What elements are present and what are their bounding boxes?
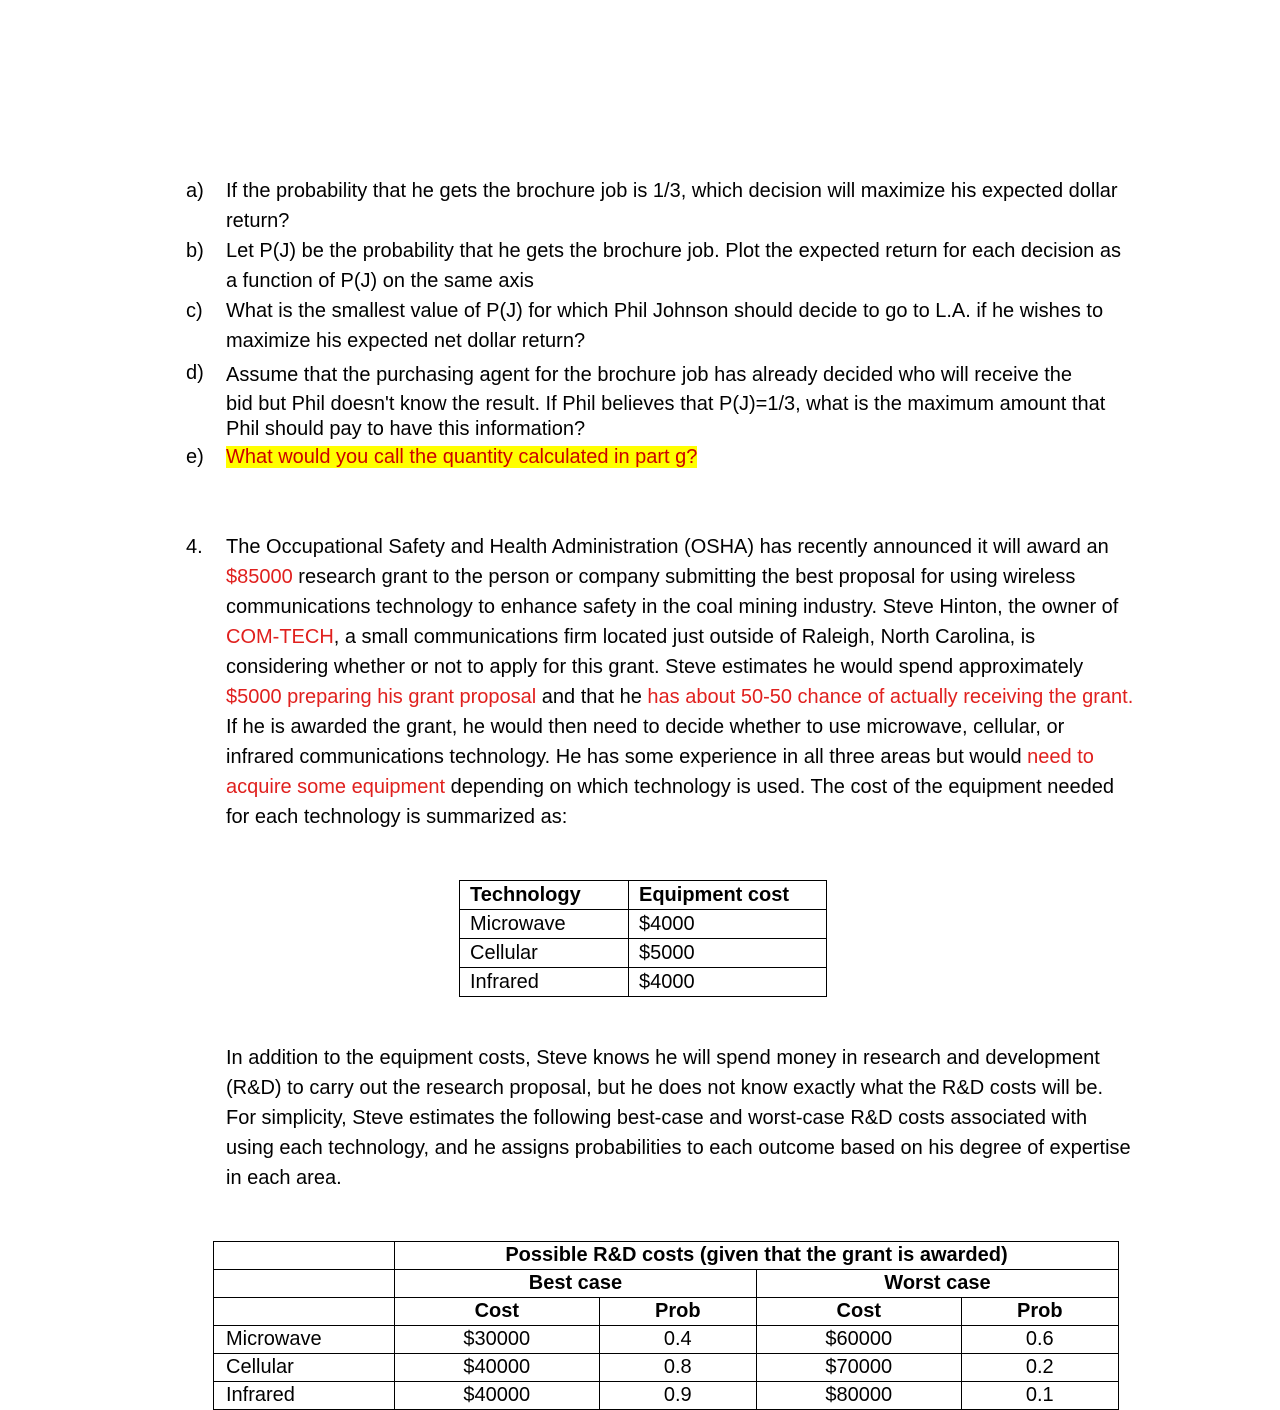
text-segment: depending on which technology is used. The cost of the equipment needed for each technology is summarized as: [226,776,1115,828]
table-cell: $40000 [395,1354,600,1382]
equipment-cost-table [459,880,827,997]
additional-paragraph: In addition to the equipment costs, Steve knows he will spend money in research and development (R&D) to carry out the research proposal, but he does not know exactly what the R&D costs will be. For simplicity, Steve estimates the following best-case and worst-case R&D costs associated with using each technology, and he assigns probabilities to each outcome based on his degree of expertise in each area. [226,1047,1131,1189]
question-text: Let P(J) be the probability that he gets the brochure job. Plot the expected return for each decision as a function of P(J) on the same axis [226,240,1121,292]
table-row [460,939,827,968]
table-cell: Microwave [460,910,629,939]
text-segment: research grant to the person or company submitting the best proposal for using wireless communications technology to enhance safety in the coal mining industry. Steve Hinton, the owner of [226,566,1119,618]
column-header: Prob [599,1298,756,1326]
question-text-line: Assume that the purchasing agent for the brochure job has already decided who will receive the [226,364,1073,386]
best-case-header: Best case [395,1270,757,1298]
question-label: d) [186,362,204,384]
company-name: COM-TECH [226,626,334,648]
table-title: Possible R&D costs (given that the grant is awarded) [395,1242,1119,1270]
text-segment: and that he [536,686,648,708]
text-segment: The Occupational Safety and Health Administration (OSHA) has recently announced it will award an [226,536,1109,558]
table-cell: 0.1 [961,1382,1118,1410]
column-header: Cost [756,1298,961,1326]
case-header-row [214,1270,1119,1298]
question-text: If the probability that he gets the brochure job is 1/3, which decision will maximize his expected dollar return? [226,180,1118,232]
equipment-note: need to acquire some equipment [226,746,1094,798]
table-cell: $70000 [756,1354,961,1382]
table-title-row [214,1242,1119,1270]
grant-amount: $85000 [226,566,293,588]
highlighted-question: What would you call the quantity calculated in part g? [226,446,698,468]
question-a [186,176,1136,236]
table-cell: $4000 [629,910,827,939]
table-cell: $40000 [395,1382,600,1410]
empty-cell [214,1242,395,1270]
question-text [226,358,1136,442]
table-cell: $5000 [629,939,827,968]
problem-4 [186,532,1136,832]
text-segment: , a small communications firm located just outside of Raleigh, North Carolina, is considering whether or not to apply for this grant. Steve estimates he would spend approximately [226,626,1084,678]
table-row [460,968,827,997]
table-cell: Cellular [460,939,629,968]
table-cell: Infrared [460,968,629,997]
table-cell: 0.2 [961,1354,1118,1382]
table-cell: $60000 [756,1326,961,1354]
row-label: Cellular [214,1354,395,1382]
table-cell: 0.6 [961,1326,1118,1354]
table-cell: 0.4 [599,1326,756,1354]
question-label: a) [186,180,204,202]
table-header-row [214,1298,1119,1326]
row-label: Infrared [214,1382,395,1410]
proposal-cost: $5000 preparing his grant proposal [226,686,537,708]
problem-4-paragraph [226,532,1136,832]
table-cell: $4000 [629,968,827,997]
question-e [186,442,1136,472]
question-list [186,176,1136,472]
question-text [226,442,1136,472]
table-header-row [460,881,827,910]
worst-case-header: Worst case [756,1270,1118,1298]
column-header: Prob [961,1298,1118,1326]
question-label: b) [186,240,204,262]
grant-chance: has about 50-50 chance of actually receiving the grant. [647,686,1134,708]
row-label: Microwave [214,1326,395,1354]
question-d [186,358,1136,442]
problem-number: 4. [186,536,203,558]
question-label: c) [186,300,203,322]
rnd-cost-table [213,1241,1119,1410]
table-cell: $30000 [395,1326,600,1354]
question-c [186,296,1136,356]
question-text: What is the smallest value of P(J) for which Phil Johnson should decide to go to L.A. if he wishes to maximize his expected net dollar return? [226,300,1104,352]
question-label: e) [186,446,204,468]
empty-cell [214,1270,395,1298]
column-header: Technology [460,881,629,910]
text-segment: If he is awarded the grant, he would then need to decide whether to use microwave, cellular, or infrared communications technology. He has some experience in all three areas but would [226,716,1065,768]
question-b [186,236,1136,296]
empty-cell [214,1298,395,1326]
table-row [460,910,827,939]
table-row [214,1382,1119,1410]
question-text-rest: bid but Phil doesn't know the result. If Phil believes that P(J)=1/3, what is the maximum amount that Phil should pay to have this information? [226,393,1106,440]
table-cell: $80000 [756,1382,961,1410]
table-cell: 0.8 [599,1354,756,1382]
table-row [214,1354,1119,1382]
table-cell: 0.9 [599,1382,756,1410]
table-row [214,1326,1119,1354]
column-header: Equipment cost [629,881,827,910]
column-header: Cost [395,1298,600,1326]
